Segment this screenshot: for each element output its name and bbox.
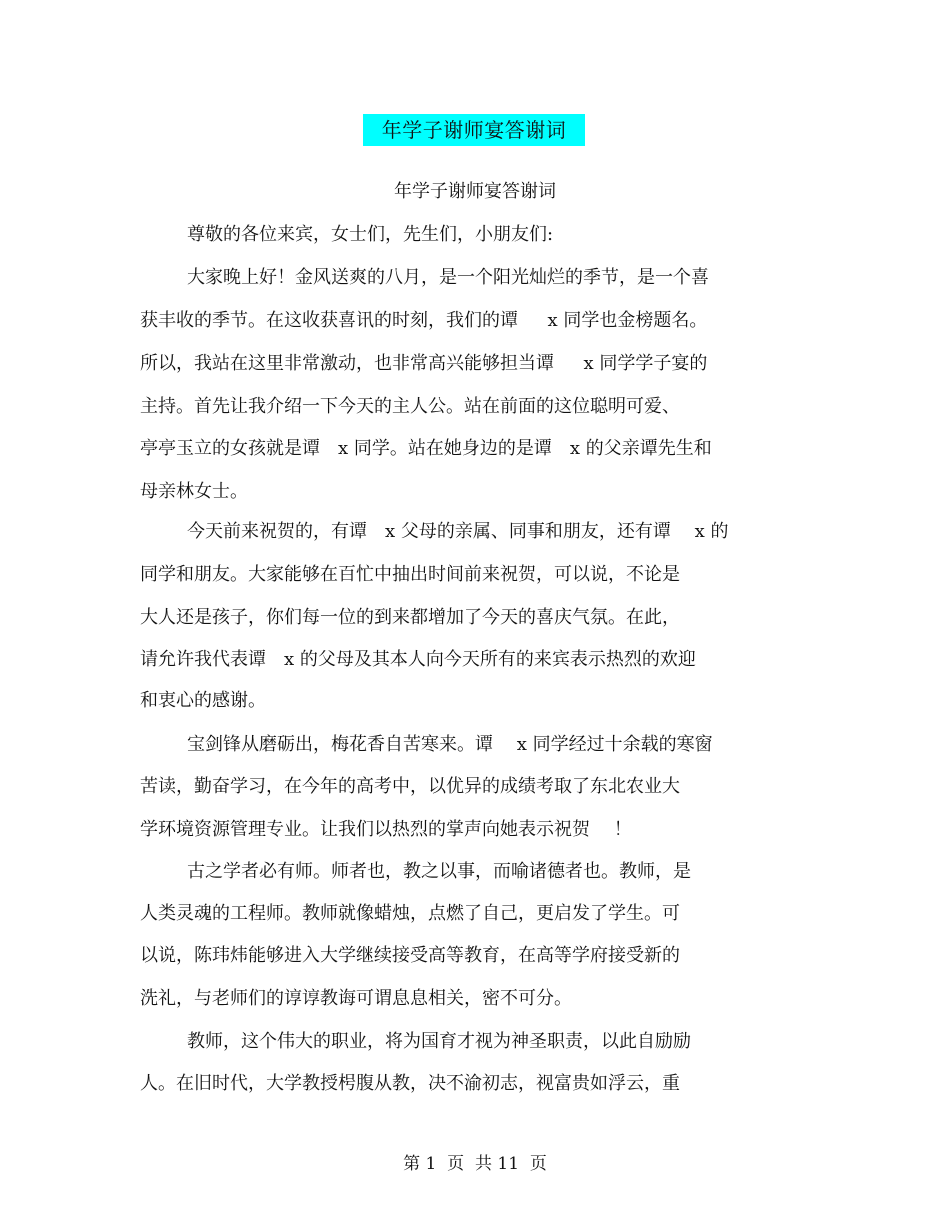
body-line: 今天前来祝贺的，有谭 x 父母的亲属、同事和朋友，还有谭 x 的 <box>187 521 729 542</box>
document-subtitle: 年学子谢师宴答谢词 <box>394 181 556 202</box>
body-line: 学环境资源管理专业。让我们以热烈的掌声向她表示祝贺 ！ <box>140 819 632 840</box>
body-line: 获丰收的季节。在这收获喜讯的时刻，我们的谭 x 同学也金榜题名。 <box>140 310 708 331</box>
body-line: 以说，陈玮炜能够进入大学继续接受高等教育，在高等学府接受新的 <box>140 945 680 966</box>
greeting-line: 尊敬的各位来宾，女士们，先生们，小朋友们: <box>187 224 554 245</box>
page-title: 年学子谢师宴答谢词 <box>381 118 567 142</box>
body-line: 同学和朋友。大家能够在百忙中抽出时间前来祝贺，可以说，不论是 <box>140 564 680 585</box>
body-line: 母亲林女士。 <box>140 481 248 502</box>
body-line: 和衷心的感谢。 <box>140 690 266 711</box>
page-number-footer: 第 1 页 共 11 页 <box>403 1154 547 1174</box>
body-line: 亭亭玉立的女孩就是谭 x 同学。站在她身边的是谭 x 的父亲谭先生和 <box>140 438 712 459</box>
body-line: 人类灵魂的工程师。教师就像蜡烛，点燃了自己，更启发了学生。可 <box>140 903 680 924</box>
body-line: 古之学者必有师。师者也，教之以事，而喻诸德者也。教师，是 <box>187 861 691 882</box>
body-line: 主持。首先让我介绍一下今天的主人公。站在前面的这位聪明可爱、 <box>140 396 680 417</box>
body-line: 请允许我代表谭 x 的父母及其本人向今天所有的来宾表示热烈的欢迎 <box>140 649 696 670</box>
body-line: 所以，我站在这里非常激动，也非常高兴能够担当谭 x 同学学子宴的 <box>140 353 708 374</box>
body-line: 教师，这个伟大的职业，将为国育才视为神圣职责，以此自励励 <box>187 1031 691 1052</box>
body-line: 洗礼，与老师们的谆谆教诲可谓息息相关，密不可分。 <box>140 988 572 1009</box>
body-line: 人。在旧时代，大学教授枵腹从教，决不渝初志，视富贵如浮云，重 <box>140 1073 680 1094</box>
body-line: 大家晚上好！金风送爽的八月，是一个阳光灿烂的季节，是一个喜 <box>187 267 709 288</box>
body-line: 宝剑锋从磨砺出，梅花香自苦寒来。谭 x 同学经过十余载的寒窗 <box>187 734 713 755</box>
body-line: 大人还是孩子，你们每一位的到来都增加了今天的喜庆气氛。在此， <box>140 607 680 628</box>
body-line: 苦读，勤奋学习，在今年的高考中，以优异的成绩考取了东北农业大 <box>140 776 680 797</box>
